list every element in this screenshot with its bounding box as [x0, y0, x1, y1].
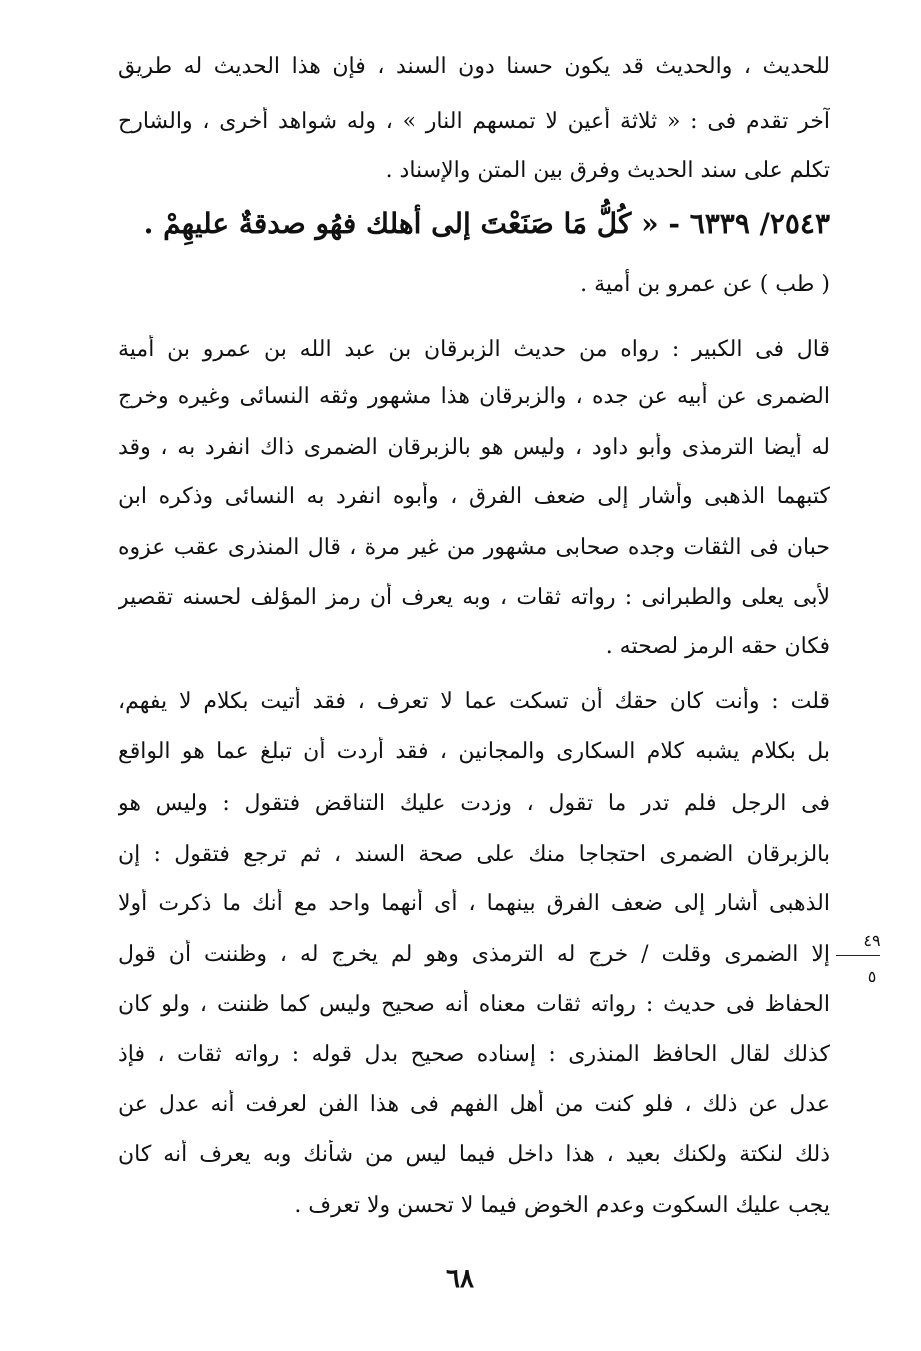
margin-rule [836, 955, 880, 956]
text-line: يجب عليك السكوت وعدم الخوض فيما لا تحسن ولا تعرف . [294, 1193, 830, 1218]
margin-note-top: ٤٩ [863, 931, 881, 950]
text-line: فى الرجل فلم تدر ما تقول ، وزدت عليك التناقض فتقول : وليس هو [118, 791, 830, 816]
text-line: الحفاظ فى حديث : رواته ثقات معناه أنه صحيح وليس كما ظننت ، ولو كان [118, 992, 830, 1017]
text-line: بل بكلام يشبه كلام السكارى والمجانين ، فقد أردت أن تبلغ عما هو الواقع [118, 739, 830, 764]
text-line: الضمرى عن أبيه عن جده ، والزبرقان هذا مشهور وثقه النسائى وغيره وخرج [118, 384, 830, 409]
text-line: إلا الضمرى وقلت / خرج له الترمذى وهو لم يخرج له ، وظننت أن قول [118, 942, 830, 967]
margin-note-bottom: ٥ [867, 967, 877, 986]
text-line: آخر تقدم فى : « ثلاثة أعين لا تمسهم النار » ، وله شواهد أخرى ، والشارح [118, 109, 830, 134]
text-line: لأبى يعلى والطبرانى : رواته ثقات ، وبه يعرف أن رمز المؤلف لحسنه تقصير [118, 585, 830, 610]
page-number: ٦٨ [446, 1264, 474, 1294]
text-line: بالزبرقان الضمرى احتجاجا منك على صحة السند ، ثم ترجع فتقول : إن [118, 842, 830, 867]
text-line: كذلك لقال الحافظ المنذرى : إسناده صحيح بدل قوله : رواته ثقات ، فإذ [118, 1042, 830, 1067]
text-line: له أيضا الترمذى وأبو داود ، وليس هو بالزبرقان الضمرى ذاك انفرد به ، وقد [118, 435, 830, 460]
text-line: تكلم على سند الحديث وفرق بين المتن والإسناد . [385, 158, 830, 183]
text-line: كتبهما الذهبى وأشار إلى ضعف الفرق ، وأبوه انفرد به النسائى وذكره ابن [118, 484, 830, 509]
text-line: للحديث ، والحديث قد يكون حسنا دون السند ، فإن هذا الحديث له طريق [118, 54, 830, 79]
text-line: الذهبى أشار إلى ضعف الفرق بينهما ، أى أنهما واحد مع أنك ما ذكرت أولا [118, 891, 830, 916]
hadith-source: ( طب ) عن عمرو بن أمية . [580, 272, 830, 297]
text-line: حبان فى الثقات وجده صحابى مشهور من غير مرة ، قال المنذرى عقب عزوه [118, 535, 830, 560]
text-line: قلت : وأنت كان حقك أن تسكت عما لا تعرف ، فقد أتيت بكلام لا يفهم، [118, 689, 830, 714]
text-line: فكان حقه الرمز لصحته . [605, 634, 830, 659]
text-line: عدل عن ذلك ، فلو كنت من أهل الفهم فى هذا الفن لعرفت أنه عدل عن [118, 1092, 830, 1117]
hadith-heading: ٢٥٤٣/ ٦٣٣٩ - « كُلُّ مَا صَنَعْتَ إلى أهلك فهُو صدقةٌ عليهِمْ . [143, 207, 830, 240]
text-line: ذلك لنكتة ولكنك بعيد ، هذا داخل فيما ليس من شأنك وبه يعرف أنه كان [118, 1142, 830, 1167]
text-line: قال فى الكبير : رواه من حديث الزبرقان بن عبد الله بن عمرو بن أمية [118, 337, 830, 362]
